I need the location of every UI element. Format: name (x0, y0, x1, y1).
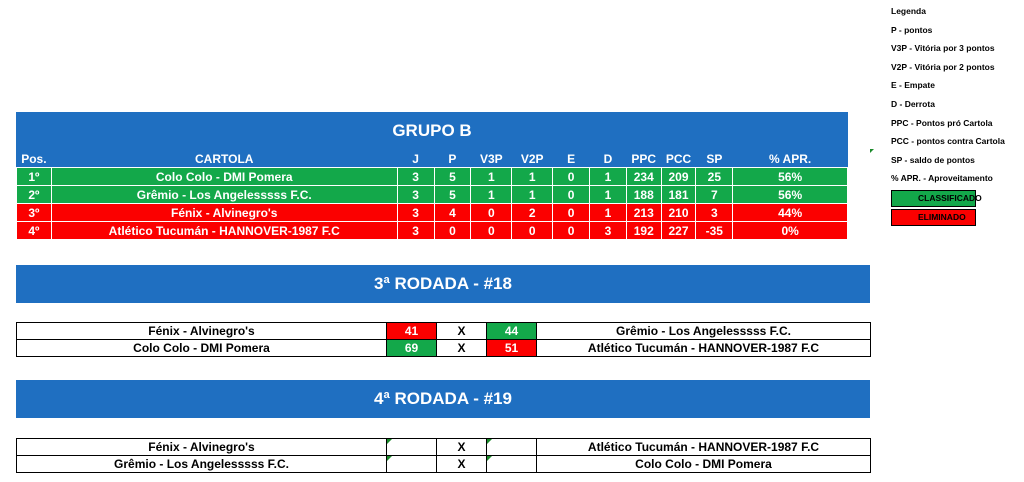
legend-item: SP - saldo de pontos (891, 154, 975, 165)
row-cell: 1 (590, 186, 627, 204)
row-cell: 0% (733, 222, 848, 240)
legend-item: PPC - Pontos pró Cartola (891, 117, 993, 128)
row-cell: 181 (661, 186, 696, 204)
away-team: Grêmio - Los Angelesssss F.C. (537, 323, 871, 340)
legend-item: PCC - pontos contra Cartola (891, 136, 1005, 147)
row-cell: 5 (434, 186, 471, 204)
row-cell: 0 (553, 204, 590, 222)
row-cell: 56% (733, 168, 848, 186)
away-score: 44 (487, 323, 537, 340)
legend-item: P - pontos (891, 24, 933, 35)
row-cell: Fénix - Alvinegro's (51, 204, 397, 222)
row-cell: 44% (733, 204, 848, 222)
row-cell: 3º (17, 204, 52, 222)
row-cell: 1 (471, 186, 512, 204)
round4-matches-table (16, 438, 871, 473)
row-cell: 2º (17, 186, 52, 204)
row-cell: 0 (553, 222, 590, 240)
match-row (17, 340, 871, 357)
row-cell: 210 (661, 204, 696, 222)
legend-classified-swatch: CLASSIFICADO (891, 190, 976, 207)
round3-matches-table (16, 322, 871, 357)
home-team: Colo Colo - DMI Pomera (17, 340, 387, 357)
row-cell: -35 (696, 222, 733, 240)
row-cell: 3 (397, 204, 434, 222)
header-pos: Pos. (17, 150, 52, 168)
group-title: GRUPO B (17, 113, 848, 150)
row-cell: 3 (590, 222, 627, 240)
row-cell: 0 (434, 222, 471, 240)
home-team: Grêmio - Los Angelesssss F.C. (17, 456, 387, 473)
header-pcc: PCC (661, 150, 696, 168)
row-cell: 1 (512, 186, 553, 204)
row-cell: 4º (17, 222, 52, 240)
row-cell: 3 (696, 204, 733, 222)
row-cell: 0 (471, 222, 512, 240)
row-cell: Colo Colo - DMI Pomera (51, 168, 397, 186)
row-cell: 1 (590, 204, 627, 222)
row-cell: 0 (471, 204, 512, 222)
cell-comment-marker (870, 149, 874, 153)
table-row (17, 168, 848, 186)
table-row (17, 204, 848, 222)
header-ppc: PPC (626, 150, 661, 168)
round3-banner: 3ª RODADA - #18 (16, 265, 870, 303)
row-cell: 0 (553, 168, 590, 186)
away-team: Atlético Tucumán - HANNOVER-1987 F.C (537, 439, 871, 456)
header-apr: % APR. (733, 150, 848, 168)
away-score[interactable] (487, 439, 537, 456)
header-e: E (553, 150, 590, 168)
home-score[interactable] (387, 456, 437, 473)
match-row (17, 323, 871, 340)
row-cell: 213 (626, 204, 661, 222)
legend-item: V3P - Vitória por 3 pontos (891, 43, 995, 54)
header-sp: SP (696, 150, 733, 168)
legend (891, 4, 1005, 190)
versus-label: X (437, 456, 487, 473)
home-team: Fénix - Alvinegro's (17, 439, 387, 456)
away-team: Atlético Tucumán - HANNOVER-1987 F.C (537, 340, 871, 357)
header-v3p: V3P (471, 150, 512, 168)
row-cell: 4 (434, 204, 471, 222)
row-cell: 0 (553, 186, 590, 204)
away-score[interactable] (487, 456, 537, 473)
row-cell: 1 (590, 168, 627, 186)
home-score[interactable] (387, 439, 437, 456)
row-cell: 188 (626, 186, 661, 204)
row-cell: 3 (397, 168, 434, 186)
row-cell: 1º (17, 168, 52, 186)
standings-table (16, 112, 848, 240)
table-row (17, 222, 848, 240)
row-cell: 234 (626, 168, 661, 186)
row-cell: 25 (696, 168, 733, 186)
header-v2p: V2P (512, 150, 553, 168)
legend-item: E - Empate (891, 80, 935, 91)
row-cell: Grêmio - Los Angelesssss F.C. (51, 186, 397, 204)
legend-title: Legenda (891, 6, 926, 16)
match-row (17, 456, 871, 473)
row-cell: 192 (626, 222, 661, 240)
row-cell: 1 (512, 168, 553, 186)
row-cell: 1 (471, 168, 512, 186)
away-team: Colo Colo - DMI Pomera (537, 456, 871, 473)
row-cell: 5 (434, 168, 471, 186)
header-p: P (434, 150, 471, 168)
row-cell: 0 (512, 222, 553, 240)
row-cell: 209 (661, 168, 696, 186)
row-cell: 7 (696, 186, 733, 204)
row-cell: 3 (397, 222, 434, 240)
home-score: 41 (387, 323, 437, 340)
header-j: J (397, 150, 434, 168)
legend-item: % APR. - Aproveitamento (891, 173, 993, 184)
table-row (17, 186, 848, 204)
standings-header-row (17, 150, 848, 168)
away-score: 51 (487, 340, 537, 357)
round4-banner: 4ª RODADA - #19 (16, 380, 870, 418)
home-score: 69 (387, 340, 437, 357)
row-cell: 2 (512, 204, 553, 222)
versus-label: X (437, 323, 487, 340)
legend-item: V2P - Vitória por 2 pontos (891, 61, 995, 72)
header-cartola: CARTOLA (51, 150, 397, 168)
row-cell: 227 (661, 222, 696, 240)
legend-eliminated-swatch: ELIMINADO (891, 209, 976, 226)
legend-item: D - Derrota (891, 98, 935, 109)
row-cell: 3 (397, 186, 434, 204)
row-cell: 56% (733, 186, 848, 204)
versus-label: X (437, 340, 487, 357)
home-team: Fénix - Alvinegro's (17, 323, 387, 340)
versus-label: X (437, 439, 487, 456)
match-row (17, 439, 871, 456)
header-d: D (590, 150, 627, 168)
row-cell: Atlético Tucumán - HANNOVER-1987 F.C (51, 222, 397, 240)
